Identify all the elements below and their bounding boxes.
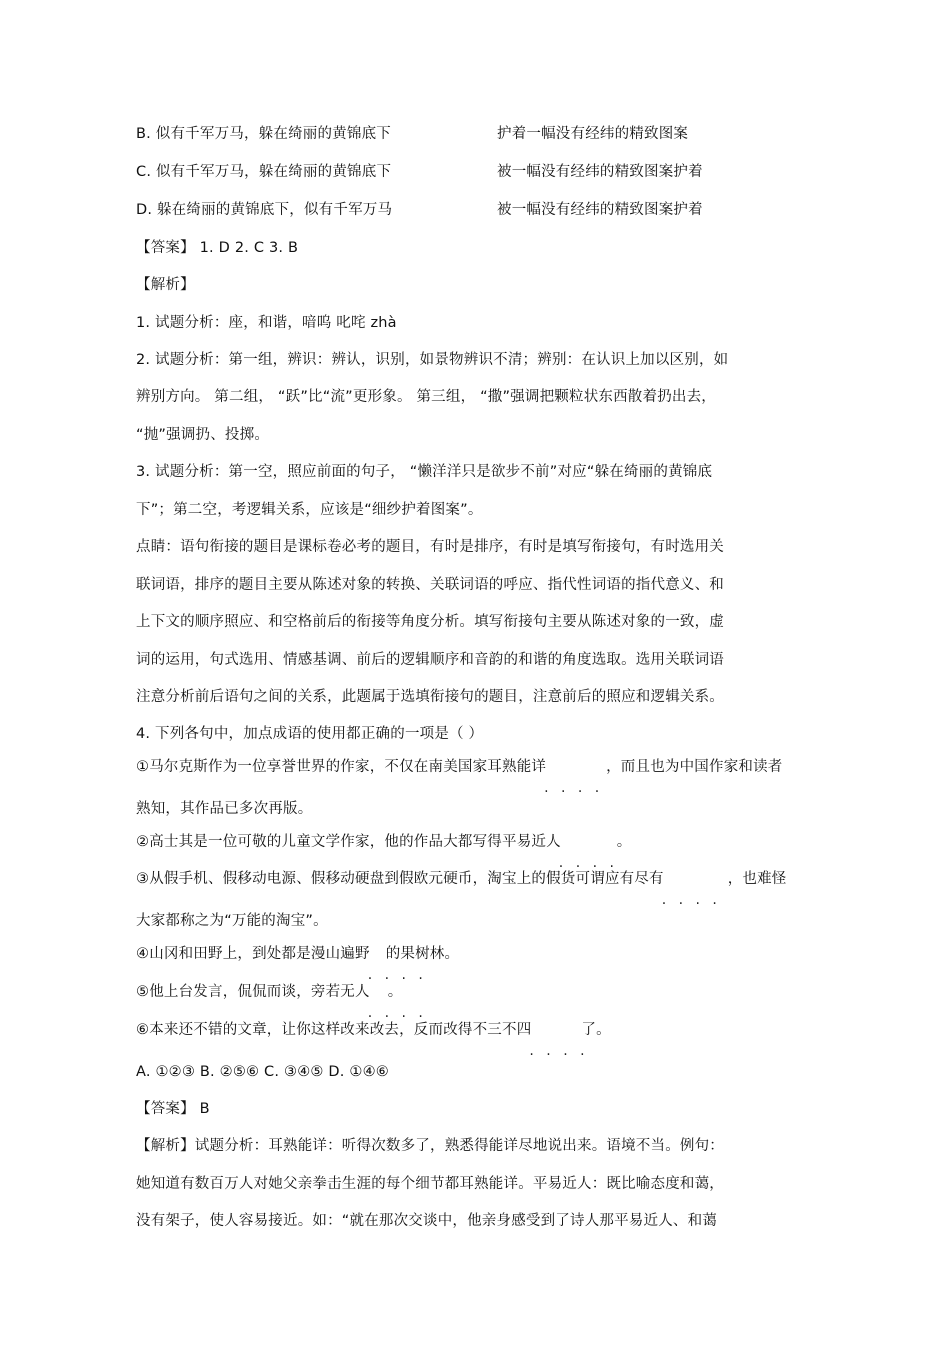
- q4-sentence-5: [136, 982, 402, 1002]
- q4-sentence-4: [136, 944, 459, 964]
- analysis-line: 1. 试题分析：座，和谐，喑呜 叱咤 zhà: [136, 315, 397, 331]
- option-b-right: 护着一幅没有经纬的精致图案: [497, 126, 689, 142]
- q4-sentence-3: [136, 869, 787, 889]
- question-4-stem: 4. 下列各句中，加点成语的使用都正确的一项是（ ）: [136, 726, 484, 742]
- analysis-line: 词的运用，句式选用、情感基调、前后的逻辑顺序和音韵的和谐的角度选取。选用关联词语: [136, 652, 724, 668]
- analysis-heading: 【解析】: [136, 277, 195, 293]
- analysis2-line: 她知道有数百万人对她父亲拳击生涯的每个细节都耳熟能详。平易近人：既比喻态度和蔼，: [136, 1176, 724, 1192]
- q4-s2-text: ②高士其是一位可敬的儿童文学作家，他的作品大都写得平易近人: [136, 834, 561, 850]
- analysis-line: 下”；第二空，考逻辑关系，应该是“细纱护着图案”。: [136, 502, 483, 518]
- analysis-line: 点睛：语句衔接的题目是课标卷必考的题目，有时是排序，有时是填写衔接句，有时选用关: [136, 539, 724, 555]
- q4-sentence-1: [136, 757, 783, 777]
- option-b-left: B. 似有千军万马，躲在绮丽的黄锦底下: [136, 126, 391, 142]
- analysis-line: 上下文的顺序照应、和空格前后的衔接等角度分析。填写衔接句主要从陈述对象的一致，虚: [136, 614, 724, 630]
- q4-choices: A. ①②③ B. ②⑤⑥ C. ③④⑤ D. ①④⑥: [136, 1064, 389, 1080]
- analysis-line: 2. 试题分析：第一组，辨识：辨认，识别，如景物辨识不清；辨别：在认识上加以区别，如: [136, 352, 729, 368]
- analysis-line: 辨别方向。 第二组， “跃”比“流”更形象。 第三组， “撒”强调把颗粒状东西散着扔出去，: [136, 389, 717, 405]
- q4-s5-text: ⑤他上台发言，侃侃而谈，旁若无人: [136, 984, 370, 1000]
- option-c-left: C. 似有千军万马，躲在绮丽的黄锦底下: [136, 164, 392, 180]
- option-c-right: 被一幅没有经纬的精致图案护着: [497, 164, 703, 180]
- q4-s2-tail: 。: [616, 834, 632, 850]
- q4-s3-text: ③从假手机、假移动电源、假移动硬盘到假欧元硬币，淘宝上的假货可谓应有尽有: [136, 871, 664, 887]
- answer-1: 【答案】 1. D 2. C 3. B: [136, 240, 299, 256]
- option-d-right: 被一幅没有经纬的精致图案护着: [497, 202, 703, 218]
- q4-sentence-3-cont: 大家都称之为“万能的淘宝”。: [136, 913, 328, 929]
- answer-2: 【答案】 B: [136, 1101, 210, 1117]
- analysis-line: 3. 试题分析：第一空，照应前面的句子， “懒洋洋只是欲步不前”对应“躲在绮丽的黄锦底: [136, 464, 713, 480]
- q4-s5-tail: 。: [387, 984, 403, 1000]
- q4-s3-tail: ，也难怪: [727, 871, 787, 887]
- option-row-d: [136, 200, 703, 220]
- analysis-line: 联词语，排序的题目主要从陈述对象的转换、关联词语的呼应、指代性词语的指代意义、和: [136, 577, 724, 593]
- q4-s4-tail: 的果树林。: [385, 946, 460, 962]
- option-row-c: [136, 162, 703, 182]
- q4-s6-tail: 了。: [581, 1022, 611, 1038]
- q4-s6-text: ⑥本来还不错的文章，让你这样改来改去，反而改得不三不四: [136, 1022, 532, 1038]
- analysis2-line: 没有架子，使人容易接近。如：“就在那次交谈中，他亲身感受到了诗人那平易近人、和蔼: [136, 1213, 718, 1229]
- q4-s1-tail: ，而且也为中国作家和读者: [606, 759, 783, 775]
- analysis-line: 注意分析前后语句之间的关系，此题属于选填衔接句的题目，注意前后的照应和逻辑关系。: [136, 689, 724, 705]
- q4-sentence-1-cont: 熟知，其作品已多次再版。: [136, 801, 313, 817]
- q4-s4-text: ④山冈和田野上，到处都是漫山遍野: [136, 946, 370, 962]
- q4-s1-text: ①马尔克斯作为一位享誉世界的作家，不仅在南美国家耳熟能详: [136, 759, 547, 775]
- option-row-b: [136, 124, 689, 144]
- analysis-line: “抛”强调扔、投掷。: [136, 427, 270, 443]
- q4-sentence-6: [136, 1020, 611, 1040]
- analysis2-line: 【解析】试题分析：耳熟能详：听得次数多了，熟悉得能详尽地说出来。语境不当。例句：: [136, 1138, 724, 1154]
- option-d-left: D. 躲在绮丽的黄锦底下，似有千军万马: [136, 202, 393, 218]
- q4-sentence-2: [136, 832, 632, 852]
